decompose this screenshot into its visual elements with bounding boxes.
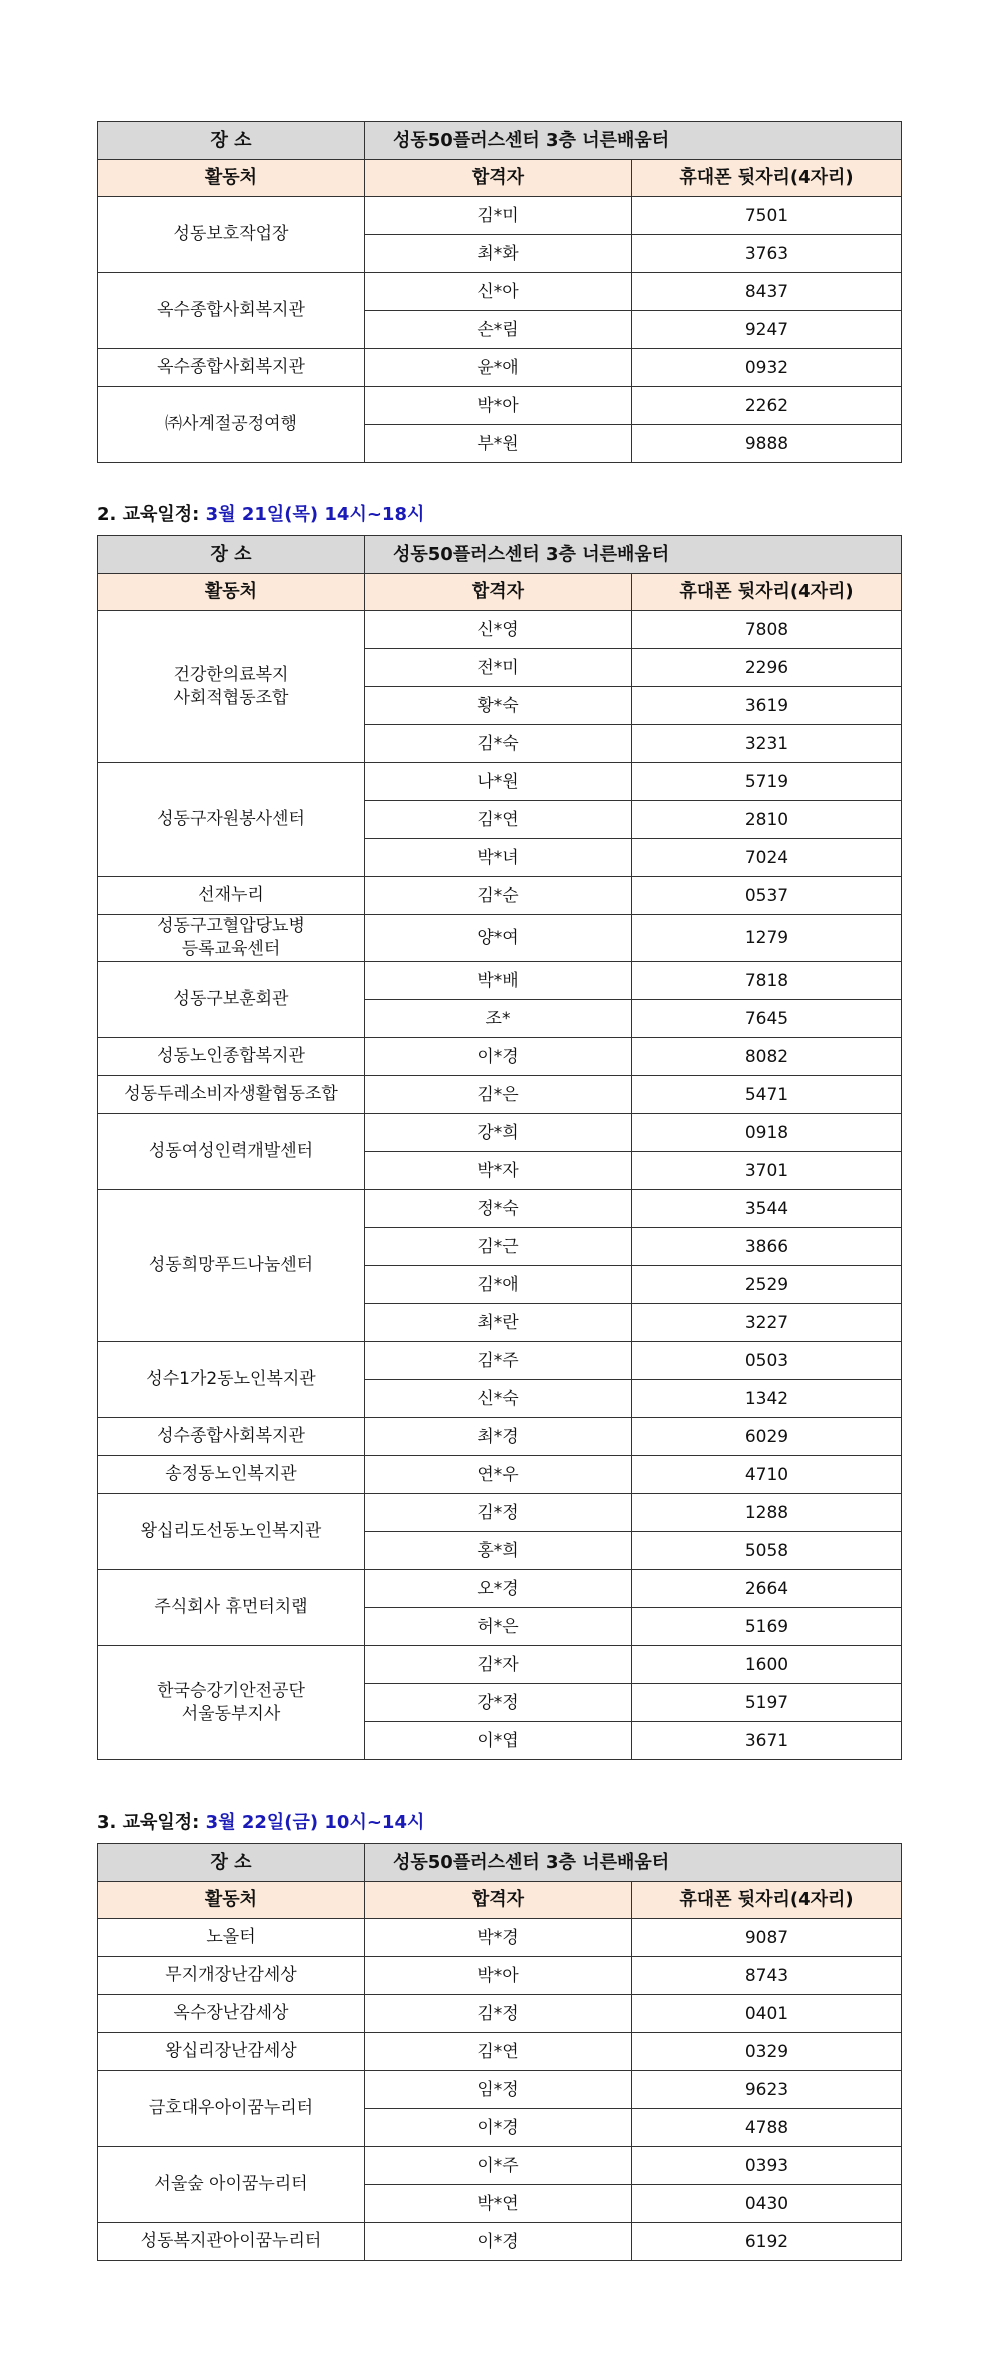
table-row bbox=[98, 1570, 902, 1608]
phone-digits: 1288 bbox=[632, 1494, 902, 1532]
phone-digits: 3619 bbox=[632, 687, 902, 725]
org-cell bbox=[98, 1114, 365, 1190]
phone-digits: 2262 bbox=[632, 387, 902, 425]
applicant-name: 김*주 bbox=[365, 1342, 632, 1380]
org-name: 송정동노인복지관 bbox=[165, 1464, 297, 1484]
org-name: 성동보호작업장 bbox=[173, 224, 289, 244]
table-row bbox=[98, 1190, 902, 1228]
header-org: 활동처 bbox=[98, 160, 365, 197]
org-cell bbox=[98, 1342, 365, 1418]
applicant-name: 오*경 bbox=[365, 1570, 632, 1608]
org-cell bbox=[98, 1190, 365, 1342]
table-row bbox=[98, 1076, 902, 1114]
table-row bbox=[98, 2147, 902, 2185]
place-value: 성동50플러스센터 3층 너른배움터 bbox=[365, 536, 902, 574]
phone-digits: 6192 bbox=[632, 2223, 902, 2261]
phone-digits: 5169 bbox=[632, 1608, 902, 1646]
header-org: 활동처 bbox=[98, 1882, 365, 1919]
phone-digits: 9888 bbox=[632, 425, 902, 463]
org-name: 옥수종합사회복지관 bbox=[157, 357, 305, 377]
phone-digits: 0932 bbox=[632, 349, 902, 387]
phone-digits: 7501 bbox=[632, 197, 902, 235]
org-name: 성수종합사회복지관 bbox=[157, 1426, 305, 1446]
header-row bbox=[98, 1882, 902, 1919]
org-name: 서울숲 아이꿈누리터 bbox=[154, 2174, 308, 2194]
applicant-name: 박*아 bbox=[365, 1957, 632, 1995]
table-row bbox=[98, 349, 902, 387]
applicant-name: 김*미 bbox=[365, 197, 632, 235]
applicant-name: 박*경 bbox=[365, 1919, 632, 1957]
table-row bbox=[98, 1957, 902, 1995]
applicant-name: 이*경 bbox=[365, 2109, 632, 2147]
org-name: 옥수장난감세상 bbox=[173, 2003, 289, 2023]
org-cell bbox=[98, 1995, 365, 2033]
applicant-name: 김*연 bbox=[365, 2033, 632, 2071]
applicant-name: 강*희 bbox=[365, 1114, 632, 1152]
table-row bbox=[98, 1342, 902, 1380]
org-cell bbox=[98, 2071, 365, 2147]
phone-digits: 2296 bbox=[632, 649, 902, 687]
org-cell bbox=[98, 1494, 365, 1570]
org-name: 주식회사 휴먼터치랩 bbox=[154, 1597, 308, 1617]
table-row bbox=[98, 962, 902, 1000]
phone-digits: 0401 bbox=[632, 1995, 902, 2033]
org-name: 한국승강기안전공단 서울동부지사 bbox=[157, 1680, 305, 1724]
org-name: 금호대우아이꿈누리터 bbox=[148, 2098, 314, 2118]
header-org: 활동처 bbox=[98, 574, 365, 611]
org-cell bbox=[98, 611, 365, 763]
phone-digits: 0918 bbox=[632, 1114, 902, 1152]
phone-digits: 0537 bbox=[632, 877, 902, 915]
phone-digits: 3231 bbox=[632, 725, 902, 763]
header-phone: 휴대폰 뒷자리(4자리) bbox=[632, 1882, 902, 1919]
org-name: 성동구보훈회관 bbox=[173, 989, 289, 1009]
org-name: 왕십리장난감세상 bbox=[165, 2041, 297, 2061]
org-cell bbox=[98, 273, 365, 349]
applicant-name: 연*우 bbox=[365, 1456, 632, 1494]
section-1 bbox=[97, 121, 901, 463]
applicant-name: 나*원 bbox=[365, 763, 632, 801]
applicant-name: 전*미 bbox=[365, 649, 632, 687]
org-name: 성동두레소비자생활협동조합 bbox=[124, 1084, 338, 1104]
applicant-name: 김*은 bbox=[365, 1076, 632, 1114]
applicant-name: 조* bbox=[365, 1000, 632, 1038]
org-cell bbox=[98, 1919, 365, 1957]
place-value: 성동50플러스센터 3층 너른배움터 bbox=[365, 122, 902, 160]
applicant-name: 신*영 bbox=[365, 611, 632, 649]
org-cell bbox=[98, 2033, 365, 2071]
applicant-name: 양*여 bbox=[365, 915, 632, 962]
place-value: 성동50플러스센터 3층 너른배움터 bbox=[365, 1844, 902, 1882]
applicant-name: 최*경 bbox=[365, 1418, 632, 1456]
org-cell bbox=[98, 2223, 365, 2261]
org-cell bbox=[98, 1957, 365, 1995]
phone-digits: 8743 bbox=[632, 1957, 902, 1995]
org-cell bbox=[98, 1570, 365, 1646]
place-row bbox=[98, 536, 902, 574]
place-label: 장 소 bbox=[98, 122, 365, 160]
org-name: 성동구자원봉사센터 bbox=[157, 809, 305, 829]
phone-digits: 5058 bbox=[632, 1532, 902, 1570]
org-name: ㈜사계절공정여행 bbox=[165, 414, 297, 434]
table-row bbox=[98, 1494, 902, 1532]
phone-digits: 0329 bbox=[632, 2033, 902, 2071]
org-cell bbox=[98, 1646, 365, 1760]
org-name: 성동구고혈압당뇨병 등록교육센터 bbox=[157, 916, 305, 959]
applicant-name: 김*정 bbox=[365, 1494, 632, 1532]
phone-digits: 1600 bbox=[632, 1646, 902, 1684]
phone-digits: 9247 bbox=[632, 311, 902, 349]
applicant-name: 김*근 bbox=[365, 1228, 632, 1266]
phone-digits: 8437 bbox=[632, 273, 902, 311]
phone-digits: 0503 bbox=[632, 1342, 902, 1380]
org-name: 옥수종합사회복지관 bbox=[157, 300, 305, 320]
phone-digits: 3866 bbox=[632, 1228, 902, 1266]
schedule-3-prefix: 3. 교육일정: bbox=[97, 1812, 200, 1833]
org-cell bbox=[98, 2147, 365, 2223]
applicant-name: 신*아 bbox=[365, 273, 632, 311]
phone-digits: 1279 bbox=[632, 915, 902, 962]
applicant-name: 최*화 bbox=[365, 235, 632, 273]
org-name: 성수1가2동노인복지관 bbox=[146, 1369, 316, 1389]
phone-digits: 7645 bbox=[632, 1000, 902, 1038]
table-row bbox=[98, 2033, 902, 2071]
org-cell bbox=[98, 915, 365, 962]
org-cell bbox=[98, 1418, 365, 1456]
org-cell bbox=[98, 1076, 365, 1114]
table-3 bbox=[97, 1843, 902, 2261]
applicant-name: 박*녀 bbox=[365, 839, 632, 877]
schedule-3 bbox=[97, 1808, 424, 1834]
phone-digits: 1342 bbox=[632, 1380, 902, 1418]
table-row bbox=[98, 1646, 902, 1684]
section-2 bbox=[97, 535, 901, 1760]
phone-digits: 9087 bbox=[632, 1919, 902, 1957]
phone-digits: 3671 bbox=[632, 1722, 902, 1760]
table-row bbox=[98, 1456, 902, 1494]
applicant-name: 정*숙 bbox=[365, 1190, 632, 1228]
schedule-2-prefix: 2. 교육일정: bbox=[97, 504, 200, 525]
phone-digits: 9623 bbox=[632, 2071, 902, 2109]
table-row bbox=[98, 1038, 902, 1076]
org-cell bbox=[98, 763, 365, 877]
org-name: 성동복지관아이꿈누리터 bbox=[140, 2231, 322, 2251]
table-row bbox=[98, 1995, 902, 2033]
applicant-name: 김*정 bbox=[365, 1995, 632, 2033]
header-name: 합격자 bbox=[365, 160, 632, 197]
phone-digits: 2664 bbox=[632, 1570, 902, 1608]
org-name: 성동노인종합복지관 bbox=[157, 1046, 305, 1066]
org-name: 왕십리도선동노인복지관 bbox=[140, 1521, 322, 1541]
header-phone: 휴대폰 뒷자리(4자리) bbox=[632, 160, 902, 197]
applicant-name: 이*경 bbox=[365, 2223, 632, 2261]
header-phone: 휴대폰 뒷자리(4자리) bbox=[632, 574, 902, 611]
applicant-name: 이*주 bbox=[365, 2147, 632, 2185]
header-row bbox=[98, 160, 902, 197]
table-row bbox=[98, 611, 902, 649]
phone-digits: 7808 bbox=[632, 611, 902, 649]
place-row bbox=[98, 122, 902, 160]
header-row bbox=[98, 574, 902, 611]
org-cell bbox=[98, 349, 365, 387]
org-name: 선재누리 bbox=[198, 885, 264, 905]
table-row bbox=[98, 273, 902, 311]
phone-digits: 5197 bbox=[632, 1684, 902, 1722]
section-3 bbox=[97, 1843, 901, 2261]
phone-digits: 0430 bbox=[632, 2185, 902, 2223]
schedule-2 bbox=[97, 500, 424, 526]
table-row bbox=[98, 387, 902, 425]
place-row bbox=[98, 1844, 902, 1882]
applicant-name: 김*순 bbox=[365, 877, 632, 915]
header-name: 합격자 bbox=[365, 1882, 632, 1919]
phone-digits: 0393 bbox=[632, 2147, 902, 2185]
applicant-name: 이*경 bbox=[365, 1038, 632, 1076]
applicant-name: 이*엽 bbox=[365, 1722, 632, 1760]
table-row bbox=[98, 1418, 902, 1456]
table-row bbox=[98, 2071, 902, 2109]
org-name: 건강한의료복지 사회적협동조합 bbox=[173, 664, 289, 708]
org-cell bbox=[98, 1038, 365, 1076]
org-cell bbox=[98, 387, 365, 463]
table-row bbox=[98, 763, 902, 801]
applicant-name: 김*애 bbox=[365, 1266, 632, 1304]
table-row bbox=[98, 877, 902, 915]
applicant-name: 손*림 bbox=[365, 311, 632, 349]
place-label: 장 소 bbox=[98, 536, 365, 574]
org-name: 무지개장난감세상 bbox=[165, 1965, 297, 1985]
table-1 bbox=[97, 121, 902, 463]
applicant-name: 강*정 bbox=[365, 1684, 632, 1722]
schedule-3-date: 3월 22일(금) 10시~14시 bbox=[205, 1812, 425, 1833]
applicant-name: 부*원 bbox=[365, 425, 632, 463]
phone-digits: 3544 bbox=[632, 1190, 902, 1228]
phone-digits: 3763 bbox=[632, 235, 902, 273]
applicant-name: 김*연 bbox=[365, 801, 632, 839]
phone-digits: 2810 bbox=[632, 801, 902, 839]
org-cell bbox=[98, 877, 365, 915]
phone-digits: 5471 bbox=[632, 1076, 902, 1114]
phone-digits: 6029 bbox=[632, 1418, 902, 1456]
table-row bbox=[98, 2223, 902, 2261]
org-name: 노올터 bbox=[206, 1927, 256, 1947]
applicant-name: 신*숙 bbox=[365, 1380, 632, 1418]
phone-digits: 3701 bbox=[632, 1152, 902, 1190]
phone-digits: 2529 bbox=[632, 1266, 902, 1304]
schedule-2-date: 3월 21일(목) 14시~18시 bbox=[205, 504, 425, 525]
org-name: 성동여성인력개발센터 bbox=[148, 1141, 314, 1161]
place-label: 장 소 bbox=[98, 1844, 365, 1882]
phone-digits: 5719 bbox=[632, 763, 902, 801]
org-name: 성동희망푸드나눔센터 bbox=[148, 1255, 314, 1275]
applicant-name: 김*숙 bbox=[365, 725, 632, 763]
table-row bbox=[98, 197, 902, 235]
phone-digits: 8082 bbox=[632, 1038, 902, 1076]
phone-digits: 3227 bbox=[632, 1304, 902, 1342]
applicant-name: 임*정 bbox=[365, 2071, 632, 2109]
table-2 bbox=[97, 535, 902, 1760]
applicant-name: 김*자 bbox=[365, 1646, 632, 1684]
table-row bbox=[98, 915, 902, 962]
applicant-name: 박*연 bbox=[365, 2185, 632, 2223]
header-name: 합격자 bbox=[365, 574, 632, 611]
applicant-name: 윤*애 bbox=[365, 349, 632, 387]
applicant-name: 최*란 bbox=[365, 1304, 632, 1342]
phone-digits: 4710 bbox=[632, 1456, 902, 1494]
applicant-name: 박*자 bbox=[365, 1152, 632, 1190]
applicant-name: 홍*희 bbox=[365, 1532, 632, 1570]
applicant-name: 박*아 bbox=[365, 387, 632, 425]
table-row bbox=[98, 1114, 902, 1152]
phone-digits: 7818 bbox=[632, 962, 902, 1000]
applicant-name: 박*배 bbox=[365, 962, 632, 1000]
phone-digits: 4788 bbox=[632, 2109, 902, 2147]
org-cell bbox=[98, 197, 365, 273]
table-row bbox=[98, 1919, 902, 1957]
org-cell bbox=[98, 962, 365, 1038]
applicant-name: 허*은 bbox=[365, 1608, 632, 1646]
org-cell bbox=[98, 1456, 365, 1494]
applicant-name: 황*숙 bbox=[365, 687, 632, 725]
phone-digits: 7024 bbox=[632, 839, 902, 877]
